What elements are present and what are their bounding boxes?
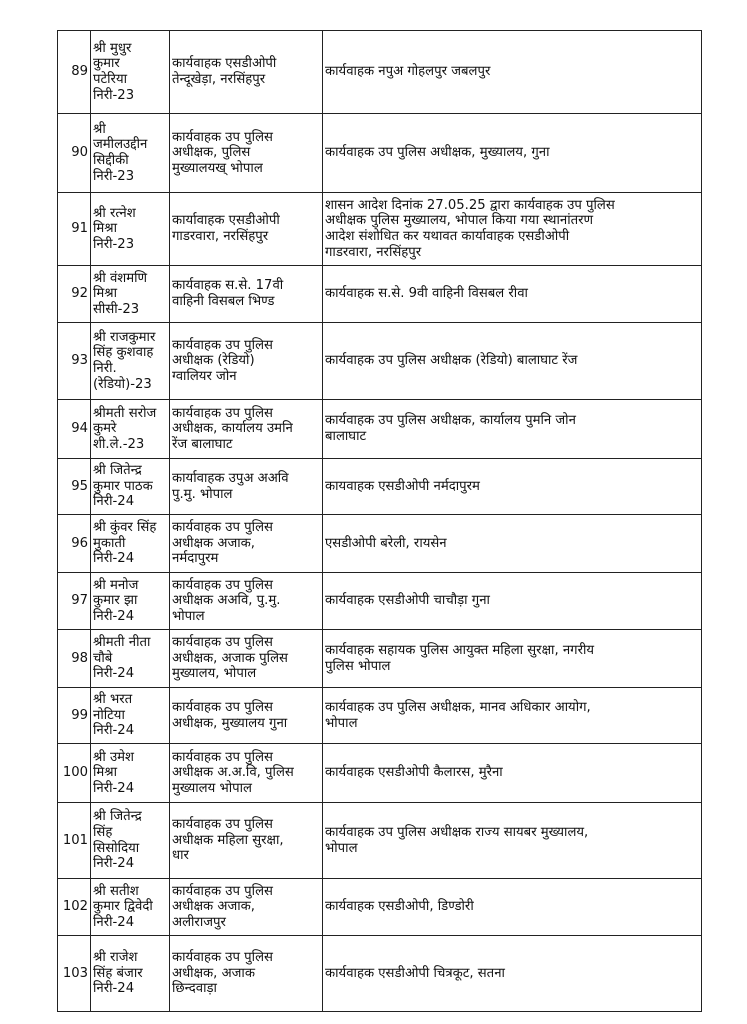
- new-posting: कार्यवाहक एसडीओपी चाचौड़ा गुना: [323, 573, 702, 630]
- officer-name: श्री मुधुर कुमार पटेरिया निरी-23: [91, 31, 170, 114]
- table-row: [58, 266, 702, 323]
- current-posting: कार्यवाहक एसडीओपी तेन्दूखेड़ा, नरसिंहपुर: [170, 31, 323, 114]
- table-row: [58, 323, 702, 400]
- current-posting: कार्यवाहक उप पुलिस अधीक्षक, अजाक छिन्दवाड़ा: [170, 936, 323, 1012]
- new-posting: कायवाहक एसडीओपी नर्मदापुरम: [323, 459, 702, 515]
- current-posting: कार्यवाहक उप पुलिस अधीक्षक महिला सुरक्षा, धार: [170, 803, 323, 879]
- table-row: [58, 193, 702, 266]
- officer-name: श्री वंशमणि मिश्रा सीसी-23: [91, 266, 170, 323]
- current-posting: कार्यावाहक उपुअ अअवि पु.मु. भोपाल: [170, 459, 323, 515]
- serial-number: 89: [58, 31, 91, 114]
- new-posting: एसडीओपी बरेली, रायसेन: [323, 515, 702, 573]
- new-posting: कार्यवाहक स.से. 9वी वाहिनी विसबल रीवा: [323, 266, 702, 323]
- new-posting: कार्यवाहक एसडीओपी चित्रकूट, सतना: [323, 936, 702, 1012]
- current-posting: कार्यवाहक उप पुलिस अधीक्षक (रेडियो) ग्वालियर जोन: [170, 323, 323, 400]
- current-posting: कार्यावाहक एसडीओपी गाडरवारा, नरसिंहपुर: [170, 193, 323, 266]
- current-posting: कार्यवाहक उप पुलिस अधीक्षक, अजाक पुलिस मुख्यालय, भोपाल: [170, 630, 323, 688]
- officer-name: श्री कुंवर सिंह मुकाती निरी-24: [91, 515, 170, 573]
- current-posting: कार्यवाहक उप पुलिस अधीक्षक, पुलिस मुख्यालयख् भोपाल: [170, 114, 323, 193]
- serial-number: 102: [58, 879, 91, 936]
- table-row: [58, 936, 702, 1012]
- officer-name: श्री मनोज कुमार झा निरी-24: [91, 573, 170, 630]
- serial-number: 98: [58, 630, 91, 688]
- current-posting: कार्यवाहक उप पुलिस अधीक्षक अ.अ.वि, पुलिस मुख्यालय भोपाल: [170, 744, 323, 803]
- officer-name: श्री सतीश कुमार द्विवेदी निरी-24: [91, 879, 170, 936]
- serial-number: 103: [58, 936, 91, 1012]
- table-row: [58, 31, 702, 114]
- current-posting: कार्यवाहक उप पुलिस अधीक्षक, मुख्यालय गुना: [170, 688, 323, 744]
- new-posting: कार्यवाहक एसडीओपी, डिण्डोरी: [323, 879, 702, 936]
- new-posting: कार्यवाहक उप पुलिस अधीक्षक, मानव अधिकार आयोग, भोपाल: [323, 688, 702, 744]
- table-row: [58, 630, 702, 688]
- table-row: [58, 459, 702, 515]
- current-posting: कार्यवाहक उप पुलिस अधीक्षक अअवि, पु.मु. भोपाल: [170, 573, 323, 630]
- new-posting: कार्यवाहक एसडीओपी कैलारस, मुरैना: [323, 744, 702, 803]
- serial-number: 100: [58, 744, 91, 803]
- serial-number: 97: [58, 573, 91, 630]
- current-posting: कार्यवाहक उप पुलिस अधीक्षक अजाक, नर्मदापुरम: [170, 515, 323, 573]
- serial-number: 95: [58, 459, 91, 515]
- table-row: [58, 573, 702, 630]
- officer-name: श्री जितेन्द्र सिंह सिसोदिया निरी-24: [91, 803, 170, 879]
- officer-name: श्रीमती सरोज कुमरे शी.ले.-23: [91, 400, 170, 459]
- table-row: [58, 688, 702, 744]
- officer-name: श्री भरत नोटिया निरी-24: [91, 688, 170, 744]
- officer-name: श्री रत्नेश मिश्रा निरी-23: [91, 193, 170, 266]
- new-posting: कार्यवाहक उप पुलिस अधीक्षक राज्य सायबर मुख्यालय, भोपाल: [323, 803, 702, 879]
- officer-name: श्री राजकुमार सिंह कुशवाह निरी. (रेडियो)-23: [91, 323, 170, 400]
- table-row: [58, 114, 702, 193]
- serial-number: 96: [58, 515, 91, 573]
- officer-name: श्री जमीलउद्दीन सिद्दीकी निरी-23: [91, 114, 170, 193]
- table-row: [58, 400, 702, 459]
- current-posting: कार्यवाहक उप पुलिस अधीक्षक अजाक, अलीराजपुर: [170, 879, 323, 936]
- serial-number: 94: [58, 400, 91, 459]
- officer-name: श्री जितेन्द्र कुमार पाठक निरी-24: [91, 459, 170, 515]
- serial-number: 91: [58, 193, 91, 266]
- current-posting: कार्यवाहक उप पुलिस अधीक्षक, कार्यालय उमनि रेंज बालाघाट: [170, 400, 323, 459]
- table-row: [58, 879, 702, 936]
- serial-number: 99: [58, 688, 91, 744]
- new-posting: शासन आदेश दिनांक 27.05.25 द्वारा कार्यवाहक उप पुलिस अधीक्षक पुलिस मुख्यालय, भोपाल किया गया स्थानांतरण आदेश संशोधित कर यथावत कार्यावाहक एसडीओपी गाडरवारा, नरसिंहपुर: [323, 193, 702, 266]
- transfer-table: [57, 30, 702, 1012]
- new-posting: कार्यवाहक सहायक पुलिस आयुक्त महिला सुरक्षा, नगरीय पुलिस भोपाल: [323, 630, 702, 688]
- current-posting: कार्यवाहक स.से. 17वी वाहिनी विसबल भिण्ड: [170, 266, 323, 323]
- serial-number: 90: [58, 114, 91, 193]
- table-row: [58, 803, 702, 879]
- serial-number: 101: [58, 803, 91, 879]
- serial-number: 92: [58, 266, 91, 323]
- transfer-list-sheet: [57, 30, 702, 1012]
- table-row: [58, 515, 702, 573]
- officer-name: श्री राजेश सिंह बंजार निरी-24: [91, 936, 170, 1012]
- new-posting: कार्यवाहक उप पुलिस अधीक्षक, कार्यालय पुमनि जोन बालाघाट: [323, 400, 702, 459]
- serial-number: 93: [58, 323, 91, 400]
- new-posting: कार्यवाहक उप पुलिस अधीक्षक (रेडियो) बालाघाट रेंज: [323, 323, 702, 400]
- table-row: [58, 744, 702, 803]
- officer-name: श्री उमेश मिश्रा निरी-24: [91, 744, 170, 803]
- new-posting: कार्यवाहक उप पुलिस अधीक्षक, मुख्यालय, गुना: [323, 114, 702, 193]
- new-posting: कार्यवाहक नपुअ गोहलपुर जबलपुर: [323, 31, 702, 114]
- officer-name: श्रीमती नीता चौबे निरी-24: [91, 630, 170, 688]
